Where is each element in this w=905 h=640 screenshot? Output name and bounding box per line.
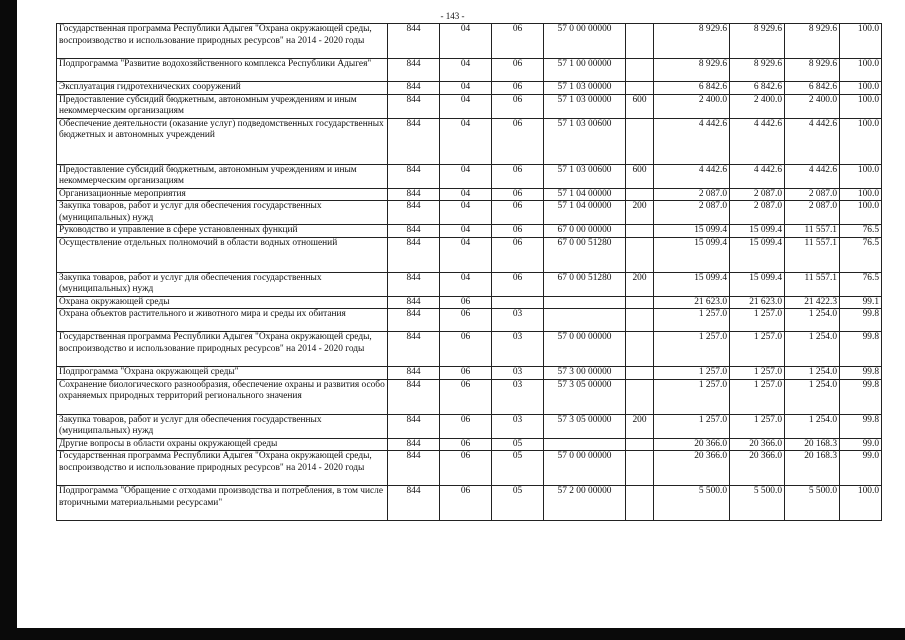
row-value-1: 8 929.6	[654, 59, 730, 82]
row-pr: 03	[492, 414, 544, 438]
row-percent: 100.0	[840, 118, 882, 164]
row-csr: 67 0 00 00000	[544, 225, 626, 238]
row-percent: 99.0	[840, 438, 882, 451]
row-percent: 100.0	[840, 486, 882, 521]
row-pr: 06	[492, 94, 544, 118]
row-value-1: 6 842.6	[654, 82, 730, 95]
row-value-3: 6 842.6	[785, 82, 840, 95]
row-name: Сохранение биологического разнообразия, обеспечение охраны и развития особо охраняемых природных территорий регионального значения	[57, 379, 388, 414]
row-gr: 844	[388, 272, 440, 296]
row-rz: 06	[440, 379, 492, 414]
row-value-3: 8 929.6	[785, 59, 840, 82]
row-csr	[544, 309, 626, 332]
row-rz: 06	[440, 414, 492, 438]
row-value-1: 2 087.0	[654, 188, 730, 201]
row-csr	[544, 296, 626, 309]
row-percent: 99.8	[840, 309, 882, 332]
table-row	[57, 59, 882, 82]
row-csr	[544, 438, 626, 451]
row-gr: 844	[388, 438, 440, 451]
row-value-3: 1 254.0	[785, 367, 840, 380]
row-value-2: 2 400.0	[730, 94, 785, 118]
row-pr: 06	[492, 201, 544, 225]
row-value-3: 20 168.3	[785, 451, 840, 486]
row-pr: 06	[492, 272, 544, 296]
row-rz: 04	[440, 188, 492, 201]
row-value-2: 15 099.4	[730, 237, 785, 272]
row-value-3: 20 168.3	[785, 438, 840, 451]
row-value-3: 8 929.6	[785, 24, 840, 59]
row-vr	[626, 309, 654, 332]
row-percent: 76.5	[840, 272, 882, 296]
row-value-3: 1 254.0	[785, 414, 840, 438]
row-value-2: 2 087.0	[730, 201, 785, 225]
row-pr: 06	[492, 237, 544, 272]
row-name: Охрана объектов растительного и животного мира и среды их обитания	[57, 309, 388, 332]
row-csr: 57 0 00 00000	[544, 451, 626, 486]
row-name: Организационные мероприятия	[57, 188, 388, 201]
table-row	[57, 82, 882, 95]
row-value-2: 20 366.0	[730, 438, 785, 451]
row-rz: 04	[440, 237, 492, 272]
row-csr: 57 3 05 00000	[544, 379, 626, 414]
row-value-1: 1 257.0	[654, 332, 730, 367]
row-gr: 844	[388, 225, 440, 238]
row-value-1: 4 442.6	[654, 118, 730, 164]
row-rz: 06	[440, 309, 492, 332]
row-name: Государственная программа Республики Адыгея "Охрана окружающей среды, воспроизводство и использование природных ресурсов" на 2014 - 2020 годы	[57, 332, 388, 367]
row-vr	[626, 367, 654, 380]
row-value-2: 6 842.6	[730, 82, 785, 95]
row-csr: 67 0 00 51280	[544, 237, 626, 272]
row-csr: 57 1 03 00000	[544, 82, 626, 95]
row-value-3: 2 087.0	[785, 201, 840, 225]
row-pr: 03	[492, 379, 544, 414]
row-gr: 844	[388, 188, 440, 201]
row-value-2: 1 257.0	[730, 332, 785, 367]
row-name: Охрана окружающей среды	[57, 296, 388, 309]
row-gr: 844	[388, 379, 440, 414]
row-percent: 100.0	[840, 59, 882, 82]
row-pr: 06	[492, 188, 544, 201]
row-rz: 06	[440, 451, 492, 486]
row-rz: 04	[440, 24, 492, 59]
row-value-2: 21 623.0	[730, 296, 785, 309]
row-percent: 99.8	[840, 379, 882, 414]
row-value-1: 20 366.0	[654, 438, 730, 451]
row-rz: 04	[440, 201, 492, 225]
row-gr: 844	[388, 82, 440, 95]
row-value-3: 4 442.6	[785, 164, 840, 188]
row-gr: 844	[388, 24, 440, 59]
row-value-3: 1 254.0	[785, 379, 840, 414]
row-gr: 844	[388, 296, 440, 309]
row-gr: 844	[388, 414, 440, 438]
table-row	[57, 414, 882, 438]
row-pr: 06	[492, 164, 544, 188]
row-pr: 06	[492, 82, 544, 95]
row-rz: 06	[440, 296, 492, 309]
row-percent: 99.8	[840, 367, 882, 380]
row-value-2: 4 442.6	[730, 164, 785, 188]
row-vr	[626, 188, 654, 201]
row-gr: 844	[388, 59, 440, 82]
row-value-1: 1 257.0	[654, 379, 730, 414]
row-value-2: 1 257.0	[730, 379, 785, 414]
row-csr: 57 2 00 00000	[544, 486, 626, 521]
row-name: Другие вопросы в области охраны окружающей среды	[57, 438, 388, 451]
row-pr: 06	[492, 118, 544, 164]
row-value-2: 15 099.4	[730, 225, 785, 238]
row-value-1: 15 099.4	[654, 272, 730, 296]
row-vr	[626, 296, 654, 309]
row-rz: 06	[440, 367, 492, 380]
row-vr: 200	[626, 201, 654, 225]
row-rz: 04	[440, 164, 492, 188]
row-value-1: 5 500.0	[654, 486, 730, 521]
row-vr	[626, 24, 654, 59]
row-percent: 100.0	[840, 164, 882, 188]
page-number: - 143 -	[440, 11, 465, 21]
row-name: Государственная программа Республики Адыгея "Охрана окружающей среды, воспроизводство и использование природных ресурсов" на 2014 - 2020 годы	[57, 451, 388, 486]
row-percent: 76.5	[840, 225, 882, 238]
row-vr	[626, 225, 654, 238]
row-value-2: 8 929.6	[730, 24, 785, 59]
row-pr: 06	[492, 24, 544, 59]
row-value-3: 21 422.3	[785, 296, 840, 309]
row-name: Закупка товаров, работ и услуг для обеспечения государственных (муниципальных) нужд	[57, 414, 388, 438]
row-value-2: 8 929.6	[730, 59, 785, 82]
row-value-1: 20 366.0	[654, 451, 730, 486]
row-gr: 844	[388, 451, 440, 486]
row-value-2: 20 366.0	[730, 451, 785, 486]
row-percent: 99.8	[840, 414, 882, 438]
row-csr: 67 0 00 51280	[544, 272, 626, 296]
row-csr: 57 1 04 00000	[544, 188, 626, 201]
row-vr: 200	[626, 272, 654, 296]
table-row	[57, 94, 882, 118]
row-value-3: 11 557.1	[785, 237, 840, 272]
row-vr	[626, 237, 654, 272]
table-row	[57, 296, 882, 309]
row-pr: 05	[492, 451, 544, 486]
row-value-3: 1 254.0	[785, 309, 840, 332]
row-csr: 57 0 00 00000	[544, 332, 626, 367]
row-vr	[626, 438, 654, 451]
row-name: Осуществление отдельных полномочий в области водных отношений	[57, 237, 388, 272]
row-vr	[626, 82, 654, 95]
row-value-1: 8 929.6	[654, 24, 730, 59]
row-vr	[626, 379, 654, 414]
row-pr: 03	[492, 367, 544, 380]
table-row	[57, 309, 882, 332]
row-name: Государственная программа Республики Адыгея "Охрана окружающей среды, воспроизводство и использование природных ресурсов" на 2014 - 2020 годы	[57, 24, 388, 59]
table-row	[57, 225, 882, 238]
row-csr: 57 1 00 00000	[544, 59, 626, 82]
row-value-2: 4 442.6	[730, 118, 785, 164]
row-value-3: 2 400.0	[785, 94, 840, 118]
row-gr: 844	[388, 367, 440, 380]
row-percent: 99.0	[840, 451, 882, 486]
row-value-2: 5 500.0	[730, 486, 785, 521]
row-value-3: 4 442.6	[785, 118, 840, 164]
row-value-2: 2 087.0	[730, 188, 785, 201]
row-vr	[626, 486, 654, 521]
row-pr	[492, 296, 544, 309]
row-value-1: 1 257.0	[654, 309, 730, 332]
row-pr: 06	[492, 59, 544, 82]
row-rz: 04	[440, 225, 492, 238]
row-value-1: 15 099.4	[654, 237, 730, 272]
row-value-2: 15 099.4	[730, 272, 785, 296]
row-pr: 05	[492, 438, 544, 451]
row-name: Предоставление субсидий бюджетным, автономным учреждениям и иным некоммерческим организациям	[57, 164, 388, 188]
row-name: Предоставление субсидий бюджетным, автономным учреждениям и иным некоммерческим организациям	[57, 94, 388, 118]
table-row	[57, 188, 882, 201]
row-value-3: 1 254.0	[785, 332, 840, 367]
table-row	[57, 451, 882, 486]
row-name: Закупка товаров, работ и услуг для обеспечения государственных (муниципальных) нужд	[57, 201, 388, 225]
row-value-3: 11 557.1	[785, 272, 840, 296]
row-gr: 844	[388, 486, 440, 521]
row-value-1: 2 087.0	[654, 201, 730, 225]
row-csr: 57 1 03 00000	[544, 94, 626, 118]
row-value-1: 2 400.0	[654, 94, 730, 118]
row-rz: 04	[440, 82, 492, 95]
table-row	[57, 332, 882, 367]
row-name: Подпрограмма "Развитие водохозяйственного комплекса Республики Адыгея"	[57, 59, 388, 82]
row-gr: 844	[388, 94, 440, 118]
row-gr: 844	[388, 332, 440, 367]
row-csr: 57 1 04 00000	[544, 201, 626, 225]
row-name: Подпрограмма "Охрана окружающей среды"	[57, 367, 388, 380]
row-rz: 06	[440, 332, 492, 367]
row-name: Обеспечение деятельности (оказание услуг) подведомственных государственных бюджетных и автономных учреждений	[57, 118, 388, 164]
table-row	[57, 164, 882, 188]
row-vr: 200	[626, 414, 654, 438]
row-name: Закупка товаров, работ и услуг для обеспечения государственных (муниципальных) нужд	[57, 272, 388, 296]
row-name: Эксплуатация гидротехнических сооружений	[57, 82, 388, 95]
row-value-1: 15 099.4	[654, 225, 730, 238]
row-rz: 04	[440, 272, 492, 296]
row-percent: 100.0	[840, 188, 882, 201]
row-percent: 99.1	[840, 296, 882, 309]
row-percent: 99.8	[840, 332, 882, 367]
row-vr	[626, 332, 654, 367]
row-value-1: 21 623.0	[654, 296, 730, 309]
row-csr: 57 0 00 00000	[544, 24, 626, 59]
row-pr: 06	[492, 225, 544, 238]
row-value-3: 2 087.0	[785, 188, 840, 201]
table-row	[57, 367, 882, 380]
scan-bottom-edge	[0, 628, 905, 640]
row-value-1: 4 442.6	[654, 164, 730, 188]
row-rz: 04	[440, 59, 492, 82]
row-csr: 57 3 00 00000	[544, 367, 626, 380]
row-percent: 76.5	[840, 237, 882, 272]
row-vr	[626, 118, 654, 164]
row-pr: 03	[492, 309, 544, 332]
table-row	[57, 237, 882, 272]
row-vr	[626, 451, 654, 486]
table-row	[57, 24, 882, 59]
row-rz: 06	[440, 486, 492, 521]
row-rz: 04	[440, 94, 492, 118]
row-gr: 844	[388, 164, 440, 188]
row-csr: 57 1 03 00600	[544, 164, 626, 188]
row-csr: 57 3 05 00000	[544, 414, 626, 438]
row-gr: 844	[388, 201, 440, 225]
table-row	[57, 379, 882, 414]
table-row	[57, 118, 882, 164]
row-rz: 04	[440, 118, 492, 164]
row-percent: 100.0	[840, 94, 882, 118]
table-body	[57, 24, 882, 521]
row-vr: 600	[626, 94, 654, 118]
row-pr: 05	[492, 486, 544, 521]
row-gr: 844	[388, 118, 440, 164]
table-row	[57, 486, 882, 521]
row-value-2: 1 257.0	[730, 367, 785, 380]
row-value-2: 1 257.0	[730, 414, 785, 438]
row-value-3: 11 557.1	[785, 225, 840, 238]
table-row	[57, 201, 882, 225]
table-row	[57, 272, 882, 296]
row-value-1: 1 257.0	[654, 367, 730, 380]
row-gr: 844	[388, 237, 440, 272]
row-pr: 03	[492, 332, 544, 367]
row-value-3: 5 500.0	[785, 486, 840, 521]
row-percent: 100.0	[840, 24, 882, 59]
row-csr: 57 1 03 00600	[544, 118, 626, 164]
row-percent: 100.0	[840, 82, 882, 95]
row-name: Руководство и управление в сфере установленных функций	[57, 225, 388, 238]
scan-left-edge	[0, 0, 17, 640]
row-name: Подпрограмма "Обращение с отходами производства и потребления, в том числе вторичными материальными ресурсами"	[57, 486, 388, 521]
row-percent: 100.0	[840, 201, 882, 225]
budget-table	[56, 23, 882, 521]
table-row	[57, 438, 882, 451]
row-value-1: 1 257.0	[654, 414, 730, 438]
row-value-2: 1 257.0	[730, 309, 785, 332]
row-vr: 600	[626, 164, 654, 188]
row-vr	[626, 59, 654, 82]
row-rz: 06	[440, 438, 492, 451]
row-gr: 844	[388, 309, 440, 332]
